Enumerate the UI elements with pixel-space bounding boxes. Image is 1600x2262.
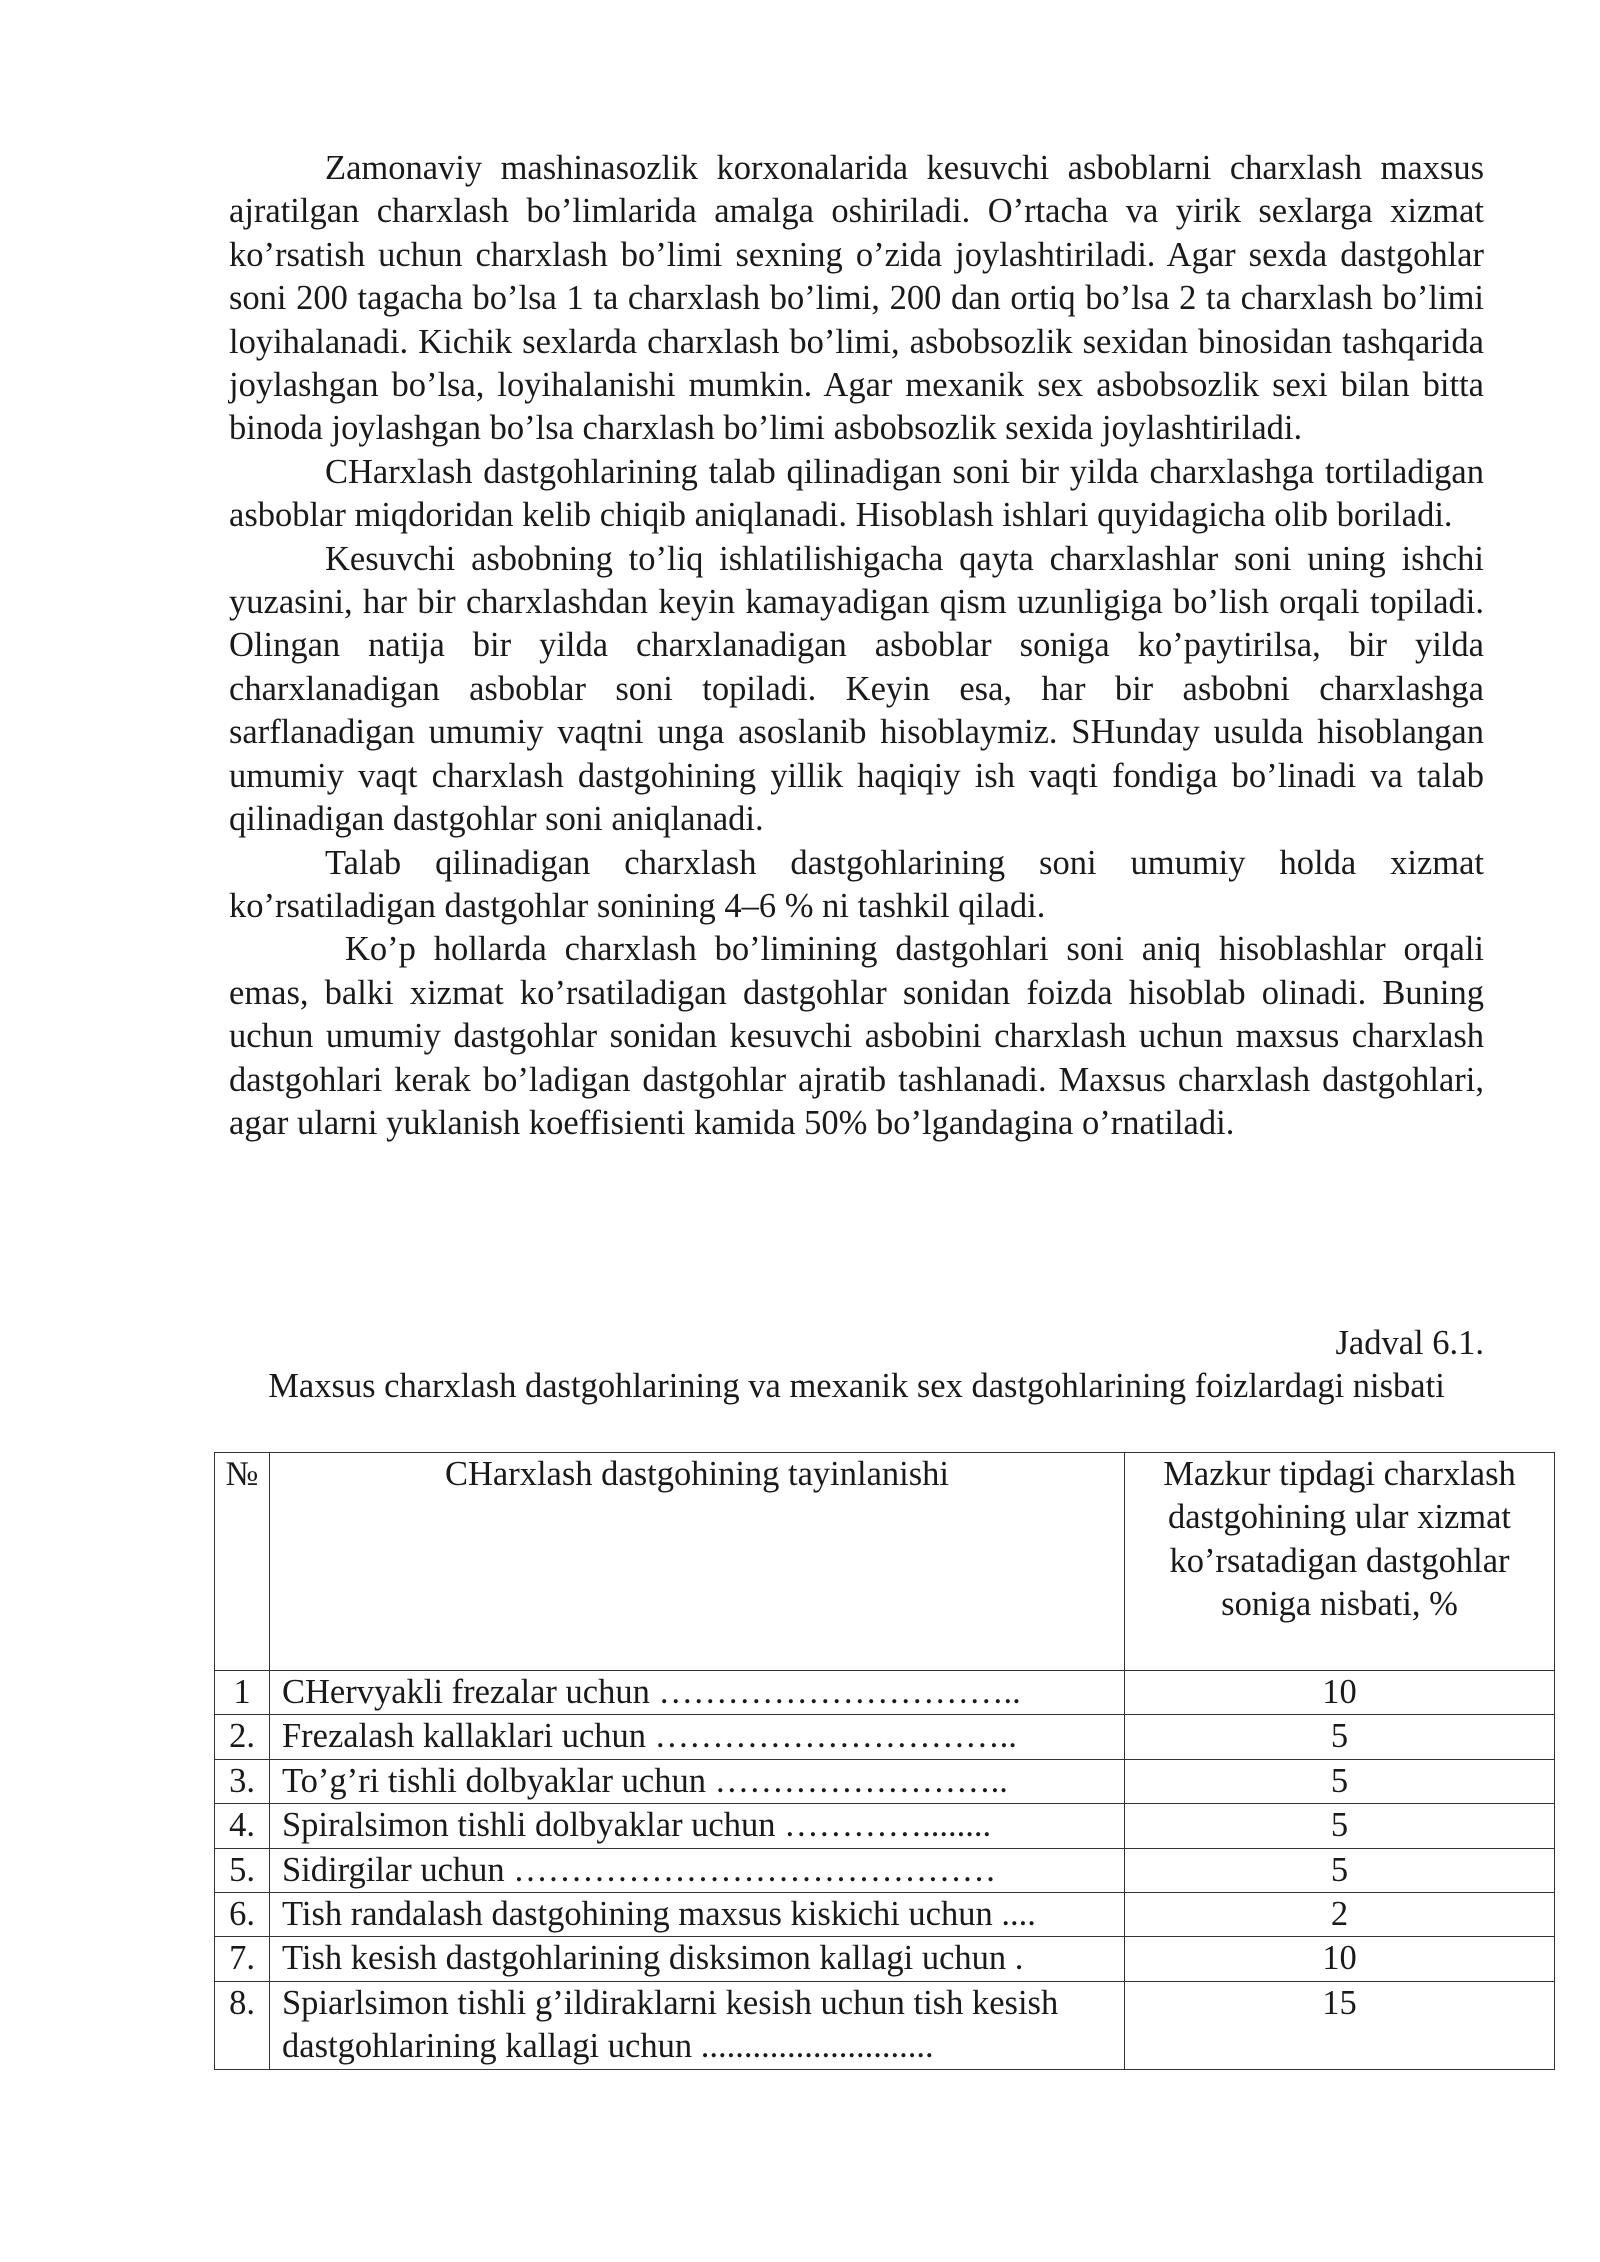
table-row [215,1981,1555,2069]
row-number: 6. [215,1893,270,1937]
row-number: 5. [215,1848,270,1892]
row-purpose: Frezalash kallaklari uchun ………………………….. [270,1715,1125,1759]
row-purpose: Tish randalash dastgohining maxsus kiskichi uchun .... [270,1893,1125,1937]
table-row [215,1759,1555,1803]
row-purpose: Tish kesish dastgohlarining disksimon kallagi uchun . [270,1937,1125,1981]
body-text [229,147,1484,1145]
row-ratio: 5 [1125,1715,1555,1759]
row-number: 4. [215,1804,270,1848]
row-purpose: Spiralsimon tishli dolbyaklar uchun …………........ [270,1804,1125,1848]
table-row [215,1804,1555,1848]
table-row [215,1893,1555,1937]
row-purpose: To’g’ri tishli dolbyaklar uchun …………………….. [270,1759,1125,1803]
row-ratio: 2 [1125,1893,1555,1937]
header-purpose: CHarxlash dastgohining tayinlanishi [270,1453,1125,1671]
row-ratio: 10 [1125,1671,1555,1715]
paragraph: Ko’p hollarda charxlash bo’limining dastgohlari soni aniq hisoblashlar orqali emas, balki xizmat ko’rsatiladigan dastgohlar sonidan foizda hisoblab olinadi. Buning uchun umumiy dastgohlar sonidan kesuvchi asbobini charxlash uchun maxsus charxlash dastgohlari kerak bo’ladigan dastgohlar ajratib tashlanadi. Maxsus charxlash dastgohlari, agar ularni yuklanish koeffisienti kamida 50% bo’lgandagina o’rnatiladi. [229,930,1484,1142]
paragraph: Talab qilinadigan charxlash dastgohlarining soni umumiy holda xizmat ko’rsatiladigan dastgohlar sonining 4–6 % ni tashkil qiladi. [229,843,1484,925]
row-ratio: 10 [1125,1937,1555,1981]
table-title: Maxsus charxlash dastgohlarining va mexanik sex dastgohlarining foizlardagi nisbati [268,1367,1445,1405]
paragraph: Zamonaviy mashinasozlik korxonalarida kesuvchi asboblarni charxlash maxsus ajratilgan charxlash bo’limlarida amalga oshiriladi. O’rtacha va yirik sexlarga xizmat ko’rsatish uchun charxlash bo’limi sexning o’zida joylashtiriladi. Agar sexda dastgohlar soni 200 tagacha bo’lsa 1 ta charxlash bo’limi, 200 dan ortiq bo’lsa 2 ta charxlash bo’limi loyihalanadi. Kichik sexlarda charxlash bo’limi, asbobsozlik sexidan binosidan tashqarida joylashgan bo’lsa, loyihalanishi mumkin. Agar mexanik sex asbobsozlik sexi bilan bitta binoda joylashgan bo’lsa charxlash bo’limi asbobsozlik sexida joylashtiriladi. [229,149,1484,448]
row-purpose: Spiarlsimon tishli g’ildiraklarni kesish uchun tish kesish dastgohlarining kallagi uchun ........................... [270,1981,1125,2069]
row-number: 1 [215,1671,270,1715]
table-row [215,1715,1555,1759]
paragraph: CHarxlash dastgohlarining talab qilinadigan soni bir yilda charxlashga tortiladigan asboblar miqdoridan kelib chiqib aniqlanadi. Hisoblash ishlari quyidagicha olib boriladi. [229,452,1484,535]
row-number: 2. [215,1715,270,1759]
row-ratio: 15 [1125,1981,1555,2069]
row-number: 7. [215,1937,270,1981]
row-ratio: 5 [1125,1759,1555,1803]
table-row [215,1848,1555,1892]
row-purpose: Sidirgilar uchun …………………………………… [270,1848,1125,1892]
table-row [215,1937,1555,1981]
row-ratio: 5 [1125,1804,1555,1848]
header-number: № [215,1453,270,1671]
row-number: 8. [215,1981,270,2069]
paragraph: Kesuvchi asbobning to’liq ishlatilishigacha qayta charxlashlar soni uning ishchi yuzasini, har bir charxlashdan keyin kamayadigan qism uzunligiga bo’lish orqali topiladi. Olingan natija bir yilda charxlanadigan asboblar soniga ko’paytirilsa, bir yilda charxlanadigan asboblar soni topiladi. Keyin esa, har bir asbobni charxlashga sarflanadigan umumiy vaqtni unga asoslanib hisoblaymiz. SHunday usulda hisoblangan umumiy vaqt charxlash dastgohining yillik haqiqiy ish vaqti fondiga bo’linadi va talab qilinadigan dastgohlar soni aniqlanadi. [229,539,1484,839]
header-ratio: Mazkur tipdagi charxlash dastgohining ular xizmat ko’rsatadigan dastgohlar soniga nisbati, % [1125,1453,1555,1671]
row-ratio: 5 [1125,1848,1555,1892]
table-header-row [215,1453,1555,1671]
row-number: 3. [215,1759,270,1803]
table-row [215,1671,1555,1715]
table-number: Jadval 6.1. [1335,1324,1484,1362]
data-table [214,1452,1555,2070]
row-purpose: CHervyakli frezalar uchun ………………………….. [270,1671,1125,1715]
